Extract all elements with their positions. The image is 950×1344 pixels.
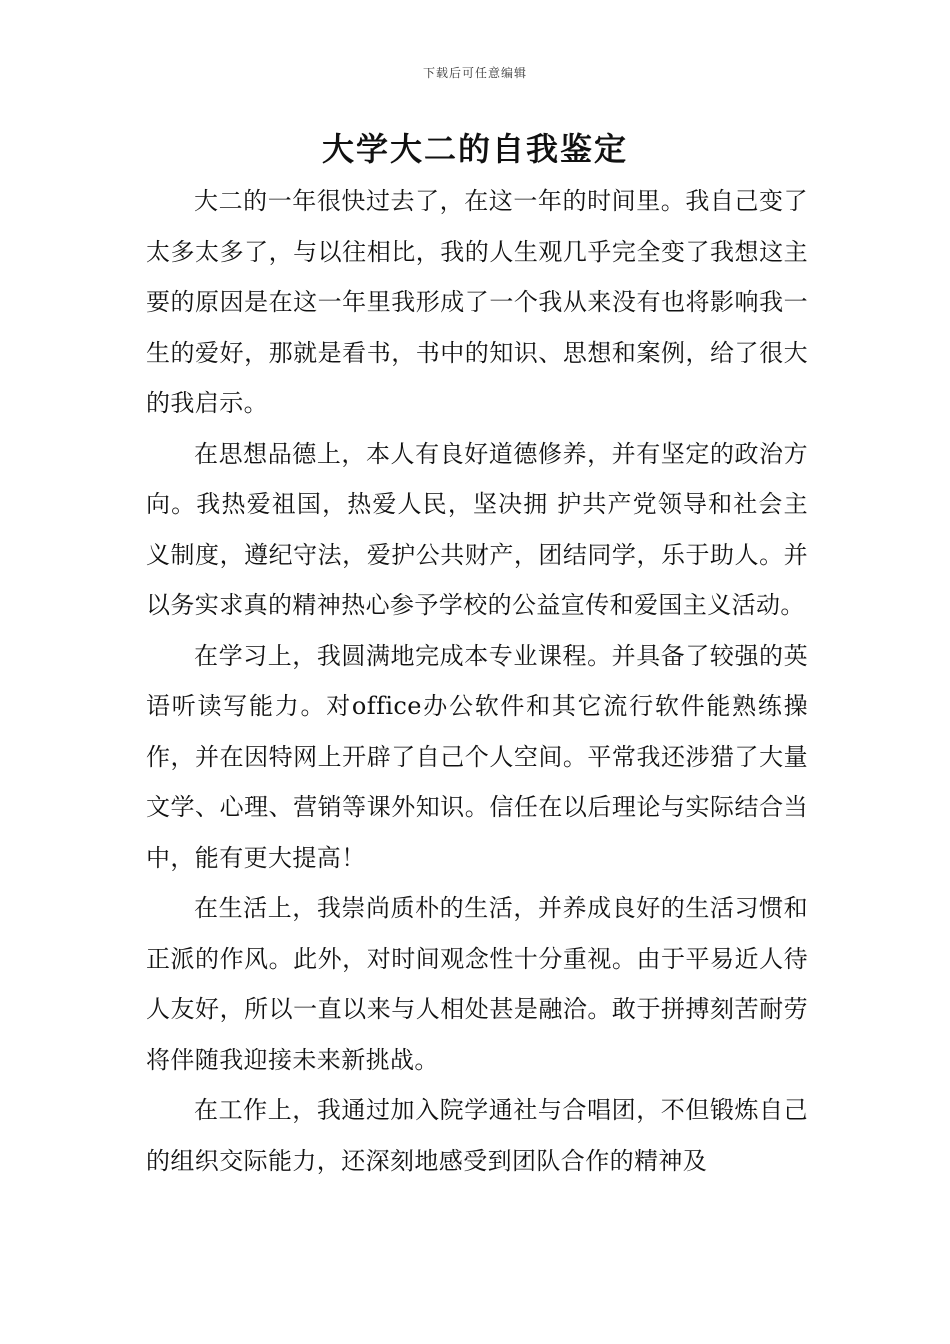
document-title: 大学大二的自我鉴定 [321,130,628,168]
header-note: 下载后可任意编辑 [422,66,527,80]
document-body [146,176,808,1186]
paragraph-work: 在工作上，我通过加入院学通社与合唱团，不但锻炼自己的组织交际能力，还深刻地感受到团队合作的精神及 [146,1096,808,1175]
paragraph-life: 在生活上，我崇尚质朴的生活，并养成良好的生活习惯和正派的作风。此外，对时间观念性十分重视。由于平易近人待人友好，所以一直以来与人相处甚是融洽。敢于拼搏刻苦耐劳将伴随我迎接未来新挑战。 [146,894,808,1074]
paragraph-self-growth: 大二的一年很快过去了，在这一年的时间里。我自己变了太多太多了，与以往相比，我的人生观几乎完全变了我想这主要的原因是在这一年里我形成了一个我从来没有也将影响我一生的爱好，那就是看书，书中的知识、思想和案例，给了很大的我启示。 [146,187,808,417]
paragraph-study: 在学习上，我圆满地完成本专业课程。并具备了较强的英语听读写能力。对office办公软件和其它流行软件能熟练操作，并在因特网上开辟了自己个人空间。平常我还涉猎了大量文学、心理、营销等课外知识。信任在以后理论与实际结合当中，能有更大提高！ [146,641,808,872]
paragraph-moral-character: 在思想品德上，本人有良好道德修养，并有坚定的政治方向。我热爱祖国，热爱人民，坚决拥 护共产党领导和社会主义制度，遵纪守法，爱护公共财产，团结同学，乐于助人。并以务实求真的精神热心参予学校的公益宣传和爱国主义活动。 [146,439,808,619]
